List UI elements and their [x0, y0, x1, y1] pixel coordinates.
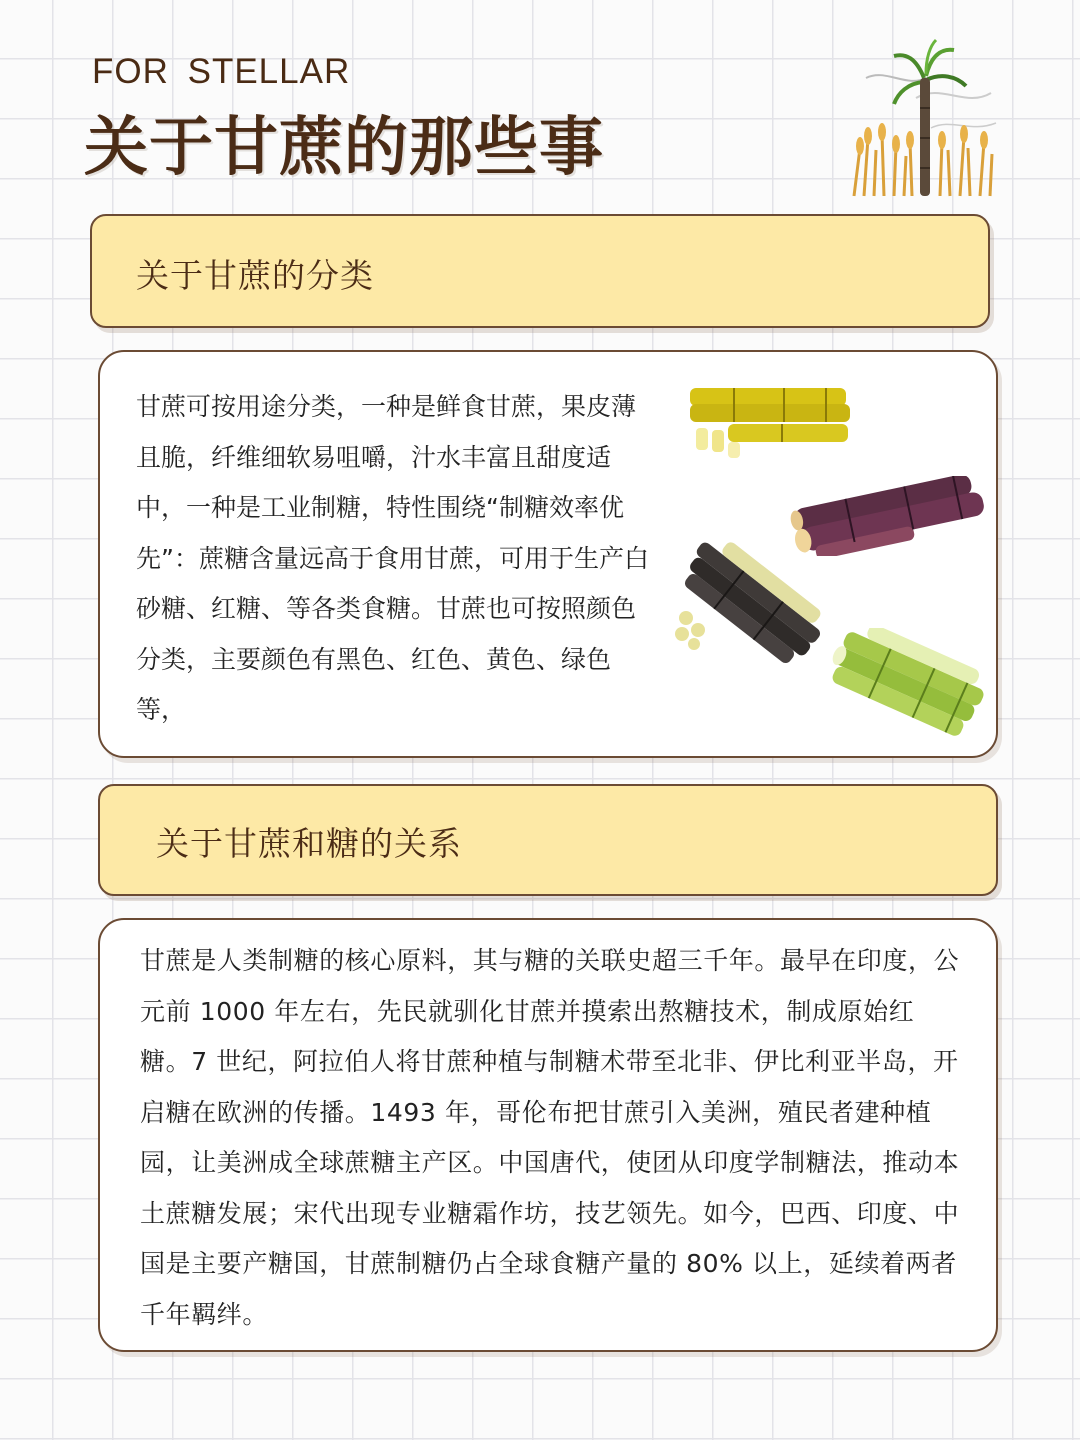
- section-banner-classification: [90, 214, 990, 328]
- section-heading: 关于甘蔗和糖的关系: [156, 824, 462, 863]
- relationship-paragraph: 甘蔗是人类制糖的核心原料，其与糖的关联史超三千年。最早在印度，公元前 1000 年左右，先民就驯化甘蔗并摸索出熬糖技术，制成原始红糖。7 世纪，阿拉伯人将甘蔗种植与制糖术带至北非、伊比利亚半岛，开启糖在欧洲的传播。1493 年，哥伦布把甘蔗引入美洲，殖民者建种植园，让美洲成全球蔗糖主产区。中国唐代，使团从印度学制糖法，推动本土蔗糖发展；宋代出现专业糖霜作坊，技艺领先。如今，巴西、印度、中国是主要产糖国，甘蔗制糖仍占全球食糖产量的 80% 以上，延续着两者千年羁绊。: [140, 946, 960, 1329]
- relationship-card: [98, 918, 998, 1352]
- yellow-sugarcane-image: [686, 382, 856, 462]
- wind-swirl-icon: [866, 75, 996, 128]
- classification-paragraph: 甘蔗可按用途分类，一种是鲜食甘蔗，果皮薄且脆，纤维细软易咀嚼，汁水丰富且甜度适中，一种是工业制糖，特性围绕“制糖效率优先”：蔗糖含量远高于食用甘蔗，可用于生产白砂糖、红糖、等各类食糖。甘蔗也可按照颜色分类，主要颜色有黑色、红色、黄色、绿色等，: [136, 392, 649, 724]
- section-banner-relationship: [98, 784, 998, 896]
- brand-label: FOR STELLAR: [92, 52, 351, 91]
- green-sugarcane-image: [820, 628, 990, 748]
- black-sugarcane-image: [664, 538, 824, 668]
- page-title: 关于甘蔗的那些事: [84, 111, 604, 185]
- classification-card: [98, 350, 998, 758]
- section-heading: 关于甘蔗的分类: [136, 256, 374, 295]
- sugarcane-field-illustration: [846, 38, 1002, 198]
